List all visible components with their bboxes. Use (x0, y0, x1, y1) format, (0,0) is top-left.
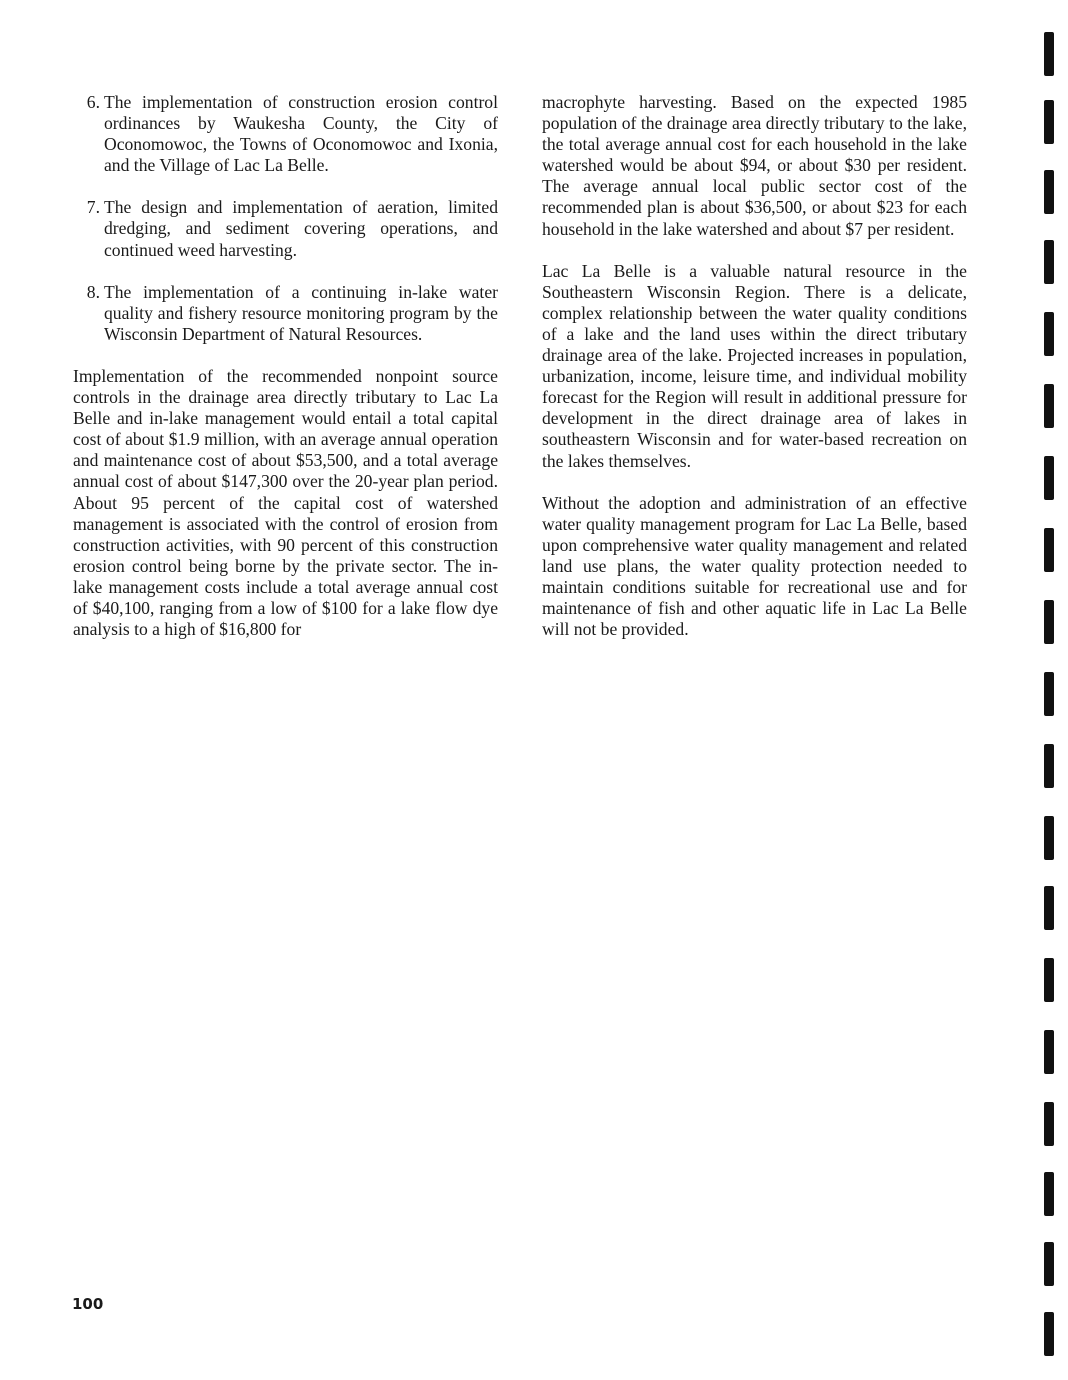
binding-mark (1044, 384, 1054, 428)
binding-mark (1044, 240, 1054, 284)
list-item-number: 8. (86, 281, 100, 302)
list-item-text: The design and implementation of aeration, limited dredging, and sediment covering operations, and continued weed harvesting. (104, 197, 498, 260)
binding-mark (1044, 100, 1054, 144)
list-item-text: The implementation of a continuing in-lake water quality and fishery resource monitoring program by the Wisconsin Department of Natural Resources. (104, 281, 498, 344)
binding-mark (1044, 1242, 1054, 1286)
binding-mark (1044, 456, 1054, 500)
binding-mark (1044, 1172, 1054, 1216)
right-column (542, 92, 967, 661)
cost-summary-paragraph: Implementation of the recommended nonpoint source controls in the drainage area directly tributary to Lac La Belle and in-lake management would entail a total capital cost of about $1.9 million, with an average annual operation and maintenance cost of about $53,500, and a total average annual cost of about $147,300 over the 20-year plan period. About 95 percent of the capital cost of watershed management is associated with the control of erosion from construction activities, with 90 percent of this construction erosion control being borne by the private sector. The in-lake management costs include a total average annual cost of $40,100, ranging from a low of $100 for a lake flow dye analysis to a high of $16,800 for (73, 365, 498, 640)
binding-mark (1044, 672, 1054, 716)
binding-mark (1044, 1102, 1054, 1146)
list-item-text: The implementation of construction erosion control ordinances by Waukesha County, the City of Oconomowoc, the Towns of Oconomowoc and Ixonia, and the Village of Lac La Belle. (104, 92, 498, 176)
binding-mark (1044, 170, 1054, 214)
body-paragraph: Lac La Belle is a valuable natural resource in the Southeastern Wisconsin Region. There is a delicate, complex relationship between the water quality conditions of a lake and the land uses within the direct tributary drainage area of the lake. Projected increases in population, urbanization, income, leisure time, and individual mobility forecast for the Region will result in additional pressure for development in the direct drainage area of lakes in southeastern Wisconsin and for water-based recreation on the lakes themselves. (542, 260, 967, 471)
list-item-number: 7. (86, 197, 100, 218)
binding-mark (1044, 32, 1054, 76)
binding-mark (1044, 958, 1054, 1002)
list-item (73, 92, 498, 176)
binding-mark (1044, 528, 1054, 572)
left-column (73, 92, 498, 661)
binding-mark (1044, 1312, 1054, 1356)
list-item (73, 282, 498, 345)
binding-holes (1040, 0, 1060, 1380)
body-paragraph: macrophyte harvesting. Based on the expected 1985 population of the drainage area directly tributary to the lake, the total average annual cost for each household in the lake watershed would be about $94, or about $30 per resident. The average annual local public sector cost of the recommended plan is about $36,500, or about $23 for each household in the lake watershed and about $7 per resident. (542, 92, 967, 239)
binding-mark (1044, 816, 1054, 860)
page-number: 100 (72, 1295, 104, 1313)
binding-mark (1044, 312, 1054, 356)
binding-mark (1044, 1030, 1054, 1074)
binding-mark (1044, 744, 1054, 788)
body-paragraph: Without the adoption and administration of an effective water quality management program for Lac La Belle, based upon comprehensive water quality management and related land use plans, the water quality protection needed to maintain conditions suitable for recreational use and for maintenance of fish and other aquatic life in Lac La Belle will not be provided. (542, 492, 967, 640)
binding-mark (1044, 600, 1054, 644)
list-item-number: 6. (86, 92, 100, 112)
binding-mark (1044, 886, 1054, 930)
list-item (73, 197, 498, 260)
